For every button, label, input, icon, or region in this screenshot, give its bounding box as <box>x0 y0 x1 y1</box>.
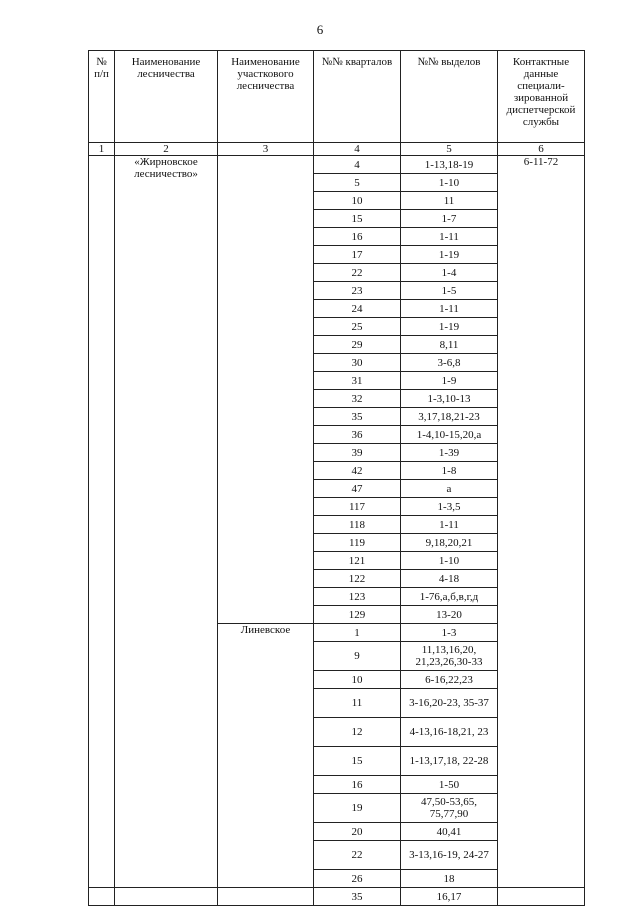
quarter-number: 42 <box>314 462 401 480</box>
quarter-number: 19 <box>314 794 401 823</box>
quarter-number: 121 <box>314 552 401 570</box>
plot-numbers: 1-19 <box>401 318 498 336</box>
quarter-number: 32 <box>314 390 401 408</box>
header-number: № п/п <box>89 51 115 143</box>
quarter-number: 1 <box>314 624 401 642</box>
quarter-number: 39 <box>314 444 401 462</box>
empty-cell <box>498 888 585 906</box>
quarter-number: 9 <box>314 642 401 671</box>
quarter-number: 26 <box>314 870 401 888</box>
plot-numbers: 11,13,16,20, 21,23,26,30-33 <box>401 642 498 671</box>
quarter-number: 129 <box>314 606 401 624</box>
forestry-name: «Жирновское лесничество» <box>115 156 218 888</box>
plot-numbers: 4-13,16-18,21, 23 <box>401 718 498 747</box>
quarter-number: 23 <box>314 282 401 300</box>
plot-numbers: 3-16,20-23, 35-37 <box>401 689 498 718</box>
plot-numbers: а <box>401 480 498 498</box>
quarter-number: 29 <box>314 336 401 354</box>
plot-numbers: 1-3,10-13 <box>401 390 498 408</box>
plot-numbers: 1-7 <box>401 210 498 228</box>
plot-numbers: 1-11 <box>401 300 498 318</box>
plot-numbers: 1-3 <box>401 624 498 642</box>
column-number: 5 <box>401 143 498 156</box>
column-number-row <box>89 143 585 156</box>
column-number: 2 <box>115 143 218 156</box>
plot-numbers: 1-76,а,б,в,г,д <box>401 588 498 606</box>
quarter-number: 22 <box>314 264 401 282</box>
column-number: 1 <box>89 143 115 156</box>
empty-cell <box>218 888 314 906</box>
quarter-number: 123 <box>314 588 401 606</box>
plot-numbers: 1-11 <box>401 516 498 534</box>
quarter-number: 30 <box>314 354 401 372</box>
plot-numbers: 1-4,10-15,20,а <box>401 426 498 444</box>
plot-numbers: 1-3,5 <box>401 498 498 516</box>
quarter-number: 24 <box>314 300 401 318</box>
district-name <box>218 156 314 624</box>
header-district: Наименование участкового лесничества <box>218 51 314 143</box>
plot-numbers: 1-13,17,18, 22-28 <box>401 747 498 776</box>
row-number-cell <box>89 156 115 888</box>
quarter-number: 36 <box>314 426 401 444</box>
header-plots: №№ выделов <box>401 51 498 143</box>
quarter-number: 117 <box>314 498 401 516</box>
plot-numbers: 8,11 <box>401 336 498 354</box>
quarter-number: 25 <box>314 318 401 336</box>
quarter-number: 4 <box>314 156 401 174</box>
table-body <box>89 156 585 906</box>
plot-numbers: 1-50 <box>401 776 498 794</box>
quarter-number: 10 <box>314 671 401 689</box>
plot-numbers: 1-39 <box>401 444 498 462</box>
empty-cell <box>115 888 218 906</box>
plot-numbers: 13-20 <box>401 606 498 624</box>
header-forestry: Наименование лесничества <box>115 51 218 143</box>
quarter-number: 16 <box>314 228 401 246</box>
column-number: 3 <box>218 143 314 156</box>
quarter-number: 31 <box>314 372 401 390</box>
plot-numbers: 1-10 <box>401 174 498 192</box>
district-name: Линевское <box>218 624 314 888</box>
table-row <box>89 888 585 906</box>
column-number: 6 <box>498 143 585 156</box>
plot-numbers: 1-13,18-19 <box>401 156 498 174</box>
quarter-number: 12 <box>314 718 401 747</box>
plot-numbers: 47,50-53,65, 75,77,90 <box>401 794 498 823</box>
plot-numbers: 16,17 <box>401 888 498 906</box>
plot-numbers: 11 <box>401 192 498 210</box>
plot-numbers: 9,18,20,21 <box>401 534 498 552</box>
header-row <box>89 51 585 143</box>
quarter-number: 15 <box>314 747 401 776</box>
quarter-number: 16 <box>314 776 401 794</box>
contact-phone: 6-11-72 <box>498 156 585 888</box>
quarter-number: 122 <box>314 570 401 588</box>
plot-numbers: 18 <box>401 870 498 888</box>
plot-numbers: 1-11 <box>401 228 498 246</box>
plot-numbers: 1-8 <box>401 462 498 480</box>
plot-numbers: 3-6,8 <box>401 354 498 372</box>
quarter-number: 118 <box>314 516 401 534</box>
plot-numbers: 3-13,16-19, 24-27 <box>401 841 498 870</box>
column-number: 4 <box>314 143 401 156</box>
plot-numbers: 6-16,22,23 <box>401 671 498 689</box>
plot-numbers: 40,41 <box>401 823 498 841</box>
quarter-number: 22 <box>314 841 401 870</box>
quarter-number: 17 <box>314 246 401 264</box>
table-row <box>89 156 585 174</box>
plot-numbers: 3,17,18,21-23 <box>401 408 498 426</box>
quarter-number: 35 <box>314 888 401 906</box>
quarter-number: 20 <box>314 823 401 841</box>
plot-numbers: 1-10 <box>401 552 498 570</box>
plot-numbers: 1-5 <box>401 282 498 300</box>
page-number: 6 <box>316 22 324 37</box>
plot-numbers: 1-19 <box>401 246 498 264</box>
header-quarters: №№ кварталов <box>314 51 401 143</box>
quarter-number: 5 <box>314 174 401 192</box>
quarter-number: 15 <box>314 210 401 228</box>
quarter-number: 35 <box>314 408 401 426</box>
plot-numbers: 1-9 <box>401 372 498 390</box>
plot-numbers: 1-4 <box>401 264 498 282</box>
quarter-number: 10 <box>314 192 401 210</box>
empty-cell <box>89 888 115 906</box>
forestry-table <box>88 50 585 906</box>
plot-numbers: 4-18 <box>401 570 498 588</box>
header-contact: Контактные данные специали-зированной диспетчерской службы <box>498 51 585 143</box>
quarter-number: 119 <box>314 534 401 552</box>
quarter-number: 47 <box>314 480 401 498</box>
quarter-number: 11 <box>314 689 401 718</box>
